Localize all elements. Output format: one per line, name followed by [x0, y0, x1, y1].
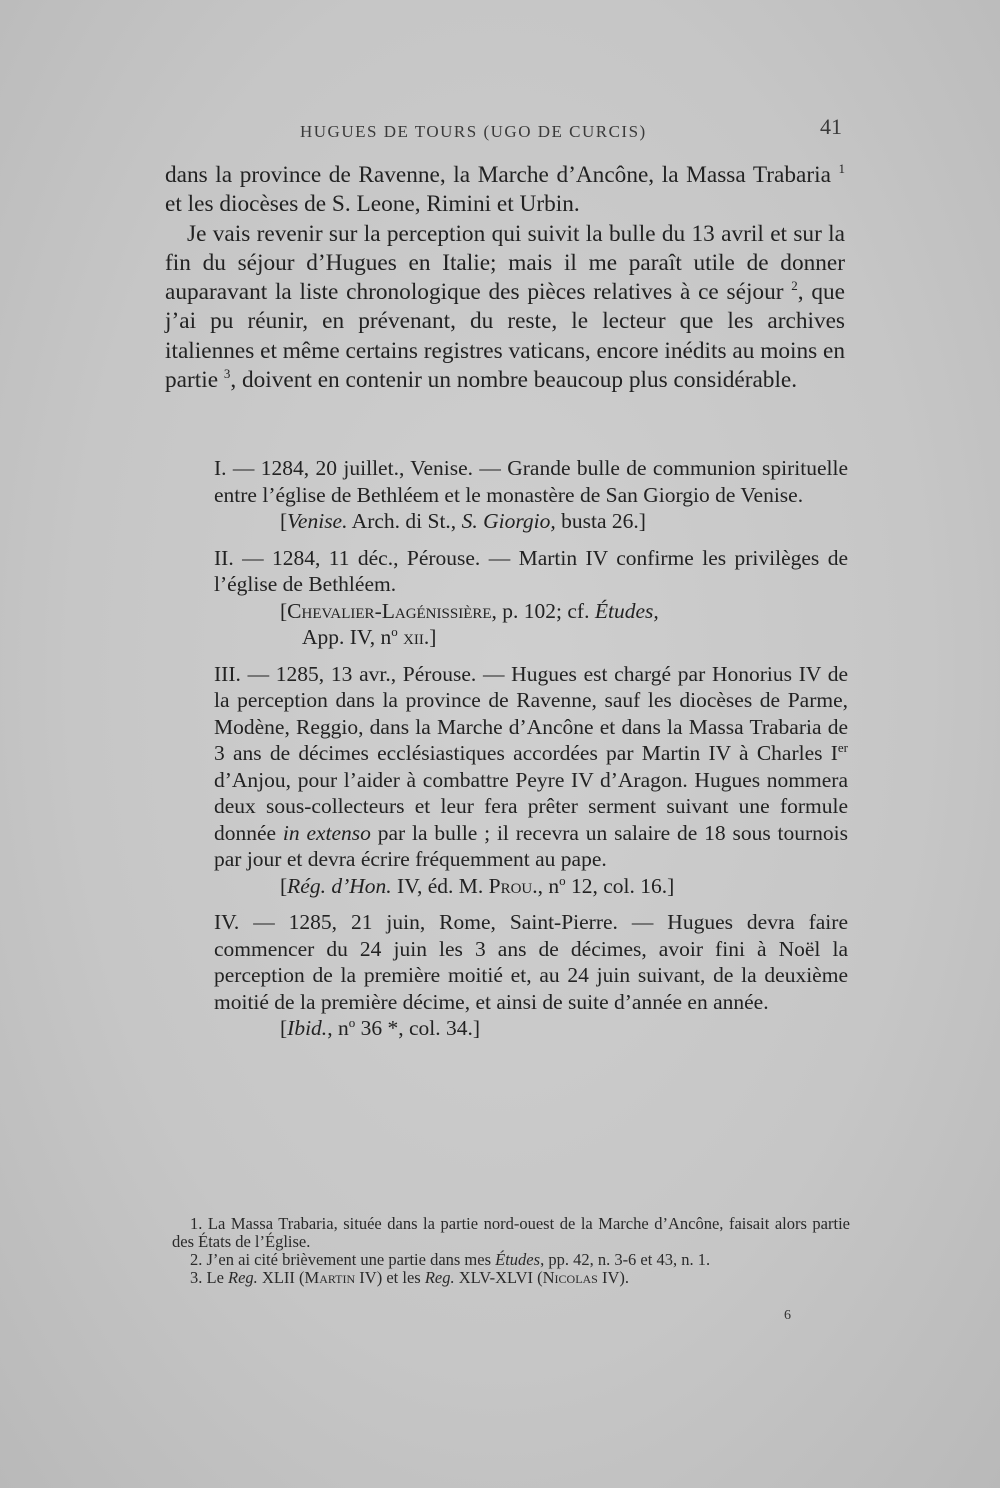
footnote-3-c: ) et les — [376, 1268, 425, 1287]
entry-2-ref-end: .] — [423, 625, 437, 649]
entry-2-ref-mid: , p. 102; cf. — [491, 598, 595, 623]
footnote-1: 1. La Massa Trabaria, située dans la partie nord-ouest de la Marche d’Ancône, faisait alors partie des États de l’Église. — [172, 1214, 850, 1251]
footnote-3 — [172, 1269, 850, 1287]
document-entry-2 — [214, 545, 848, 651]
document-list — [214, 455, 848, 1052]
footnote-3-b: XLII ( — [257, 1268, 305, 1287]
entry-2-reference — [214, 598, 848, 651]
entry-2-ref-author: Chevalier-Lagénissière — [287, 598, 492, 623]
entry-3-text-sup: er — [837, 739, 848, 755]
entry-2-ref-num: xii — [397, 625, 424, 649]
entry-2-ref-open: [ — [280, 598, 288, 623]
footnote-3-reg-1: Reg. — [228, 1268, 258, 1287]
entry-3-ref-reg: Rég. d’Hon. — [287, 873, 392, 898]
entry-1-ref-venise: Venise. — [287, 509, 348, 533]
running-header — [300, 114, 842, 143]
paragraph-2-text-c: , doivent en contenir un nombre beaucoup plus considérable. — [230, 367, 798, 394]
entry-2-ref-etudes: Études, — [594, 598, 659, 623]
entry-3-text-c: par la bulle ; il recevra un salaire de 18 sous tournois par jour et devra écrire fréquemment au pape. — [214, 820, 848, 871]
entry-3-text-a: III. — 1285, 13 avr., Pérouse. — Hugues est chargé par Honorius IV de la perception dans la province de Ravenne, sauf les diocèses de Parme, Modène, Reggio, dans la Marche d’Ancône et dans la Massa Trabaria de 3 ans de décimes ecclésiastiques accordées par Martin IV à Charles I — [214, 661, 848, 765]
paragraph-2-text-a: Je vais revenir sur la perception qui suivit la bulle du 13 avril et sur la fin du séjour d’Hugues en Italie; mais il me paraît utile de donner auparavant la liste chronologique des pièces relatives à ce séjour — [165, 220, 845, 306]
entry-3-ref-author: Prou. — [488, 873, 538, 898]
footnote-2-b: , pp. 42, n. 3-6 et 43, n. 1. — [540, 1250, 711, 1269]
entry-3-text-italic: in extenso — [282, 820, 371, 845]
entry-4-ref-a: , n — [327, 1016, 349, 1040]
footnote-3-martin: Martin IV — [304, 1268, 377, 1287]
paragraph-1 — [165, 161, 845, 220]
footnote-3-reg-2: Reg. — [424, 1268, 455, 1287]
entry-2-text: II. — 1284, 11 déc., Pérouse. — Martin IV confirme les privilèges de l’église de Bethléem. — [214, 545, 848, 596]
entry-4-text: IV. — 1285, 21 juin, Rome, Saint-Pierre. — Hugues devra faire commencer du 24 juin les 3 ans de décimes, avoir fini à Noël la perception de la première moitié et, au 24 juin suivant, de la deuxième moitié de la première décime, et ainsi de suite d’année en année. — [214, 910, 848, 1014]
running-title: HUGUES DE TOURS (UGO DE CURCIS) — [300, 122, 647, 141]
document-entry-4 — [214, 909, 848, 1042]
entry-4-ref-sup: o — [348, 1014, 356, 1030]
footnote-2-a: 2. J’en ai cité brièvement une partie dans mes — [190, 1250, 496, 1269]
footnote-2-etudes: Études — [495, 1250, 541, 1269]
entry-3-ref-end-a: , n — [537, 873, 560, 898]
page-number: 41 — [820, 114, 842, 139]
entry-1-ref-giorgio: S. Giorgio, — [461, 509, 556, 533]
entry-3-ref-end-b: 12, col. 16.] — [565, 873, 675, 898]
entry-3-ref-mid: IV, éd. M. — [391, 873, 489, 898]
footnote-3-e: ). — [619, 1268, 630, 1287]
footnotes — [172, 1215, 850, 1287]
entry-3-ref-open: [ — [280, 873, 288, 898]
entry-1-ref-mid: Arch. di St., — [347, 509, 462, 533]
entry-1-text: I. — 1284, 20 juillet., Venise. — Grande bulle de communion spirituelle entre l’église de Bethléem et le monastère de San Giorgio de Venise. — [214, 456, 848, 507]
footnote-2 — [172, 1251, 850, 1269]
entry-4-ref-open: [ — [280, 1016, 288, 1040]
entry-3-text-b: d’Anjou, pour l’aider à combattre Peyre IV d’Aragon. Hugues nommera deux sous-collecteurs et leur fera prêter serment suivant une formule donnée — [214, 767, 848, 845]
entry-4-ref-b: 36 *, col. 34.] — [355, 1016, 480, 1040]
paragraph-2 — [165, 220, 845, 396]
entry-3-ref-sup: o — [559, 872, 566, 888]
entry-3-reference — [214, 873, 848, 900]
document-entry-1 — [214, 455, 848, 535]
entry-3-text — [214, 661, 848, 873]
footnote-ref-1: 1 — [838, 161, 845, 177]
footnote-3-d: XLV-XLVI ( — [454, 1268, 543, 1287]
footnote-3-a: 3. Le — [190, 1268, 229, 1287]
entry-1-reference — [214, 508, 848, 535]
entry-2-ref-app: App. IV, n — [302, 625, 392, 649]
footnote-3-nicolas: Nicolas IV — [542, 1268, 620, 1287]
main-text — [165, 161, 845, 395]
footnote-ref-2: 2 — [791, 278, 798, 294]
signature-mark: 6 — [784, 1308, 791, 1323]
entry-4-reference — [214, 1015, 848, 1042]
paragraph-1-text-b: et les diocèses de S. Leone, Rimini et Urbin. — [165, 191, 580, 218]
entry-1-ref-open: [ — [280, 509, 288, 533]
entry-1-ref-end: busta 26.] — [555, 509, 646, 533]
paragraph-1-text-a: dans la province de Ravenne, la Marche d’Ancône, la Massa Trabaria — [165, 162, 839, 188]
document-entry-3 — [214, 661, 848, 900]
paragraph-2-text-b: , que j’ai pu réunir, en prévenant, du reste, le lecteur que les archives italiennes et même certains registres vaticans, encore inédits au moins en partie — [165, 279, 846, 394]
footnote-ref-3: 3 — [223, 366, 231, 382]
entry-2-ref-sup: o — [391, 623, 398, 639]
entry-4-ref-ibid: Ibid. — [287, 1016, 328, 1040]
